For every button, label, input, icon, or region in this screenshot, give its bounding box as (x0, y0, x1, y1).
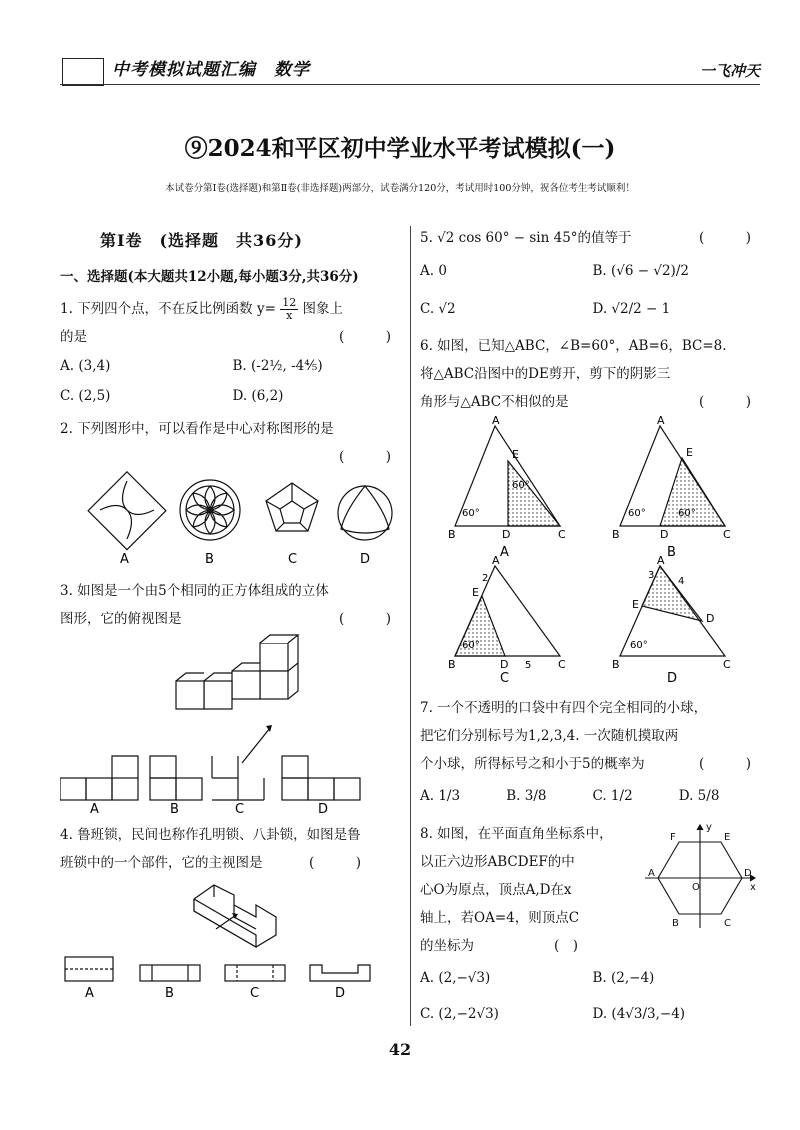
svg-text:D: D (744, 868, 752, 879)
q5-stem: 5. √2 cos 60° − sin 45°的值等于 (420, 230, 632, 246)
q1-option-a[interactable]: A. (3,4) (60, 358, 111, 374)
part-heading: 一、选择题(本大题共12小题,每小题3分,共36分) (60, 269, 359, 285)
question-6 (420, 332, 765, 690)
svg-text:B: B (672, 918, 679, 929)
answer-bracket[interactable]: ( ) (698, 230, 765, 246)
q5-option-d[interactable]: D. √2/2 − 1 (592, 301, 671, 317)
q2-label-d: D (360, 552, 371, 567)
answer-bracket[interactable]: ( ) (338, 611, 405, 627)
q3-label-d: D (318, 802, 329, 813)
q1-option-b[interactable]: B. (-2½, -4⅘) (232, 358, 323, 374)
q4-option-a (65, 957, 113, 981)
svg-text:C: C (723, 528, 731, 541)
q3-solid-figure (176, 635, 298, 709)
q3-view-arrow-icon (242, 728, 270, 763)
q3-figures (60, 633, 400, 813)
q7-stem-c: 个小球，所得标号之和小于5的概率为 (420, 756, 645, 772)
q8-option-c[interactable]: C. (2,−2√3) (420, 1006, 499, 1022)
header-divider (60, 84, 760, 85)
q3-label-c: C (235, 802, 245, 813)
q8-stem-c: 心O为原点，顶点A,D在x (420, 882, 572, 898)
svg-text:B: B (448, 658, 456, 671)
q3-label-a: A (90, 802, 99, 813)
q7-option-c[interactable]: C. 1/2 (592, 788, 633, 804)
q6-figure-b (612, 416, 731, 541)
q2-figure-c (266, 483, 318, 531)
q2-label-c: C (288, 552, 298, 567)
q4-stem-a: 4. 鲁班锁，民间也称作孔明锁、八卦锁，如图是鲁 (60, 827, 361, 843)
svg-text:A: A (492, 554, 500, 567)
svg-text:4: 4 (678, 576, 685, 587)
q6-figure-c (448, 554, 566, 671)
svg-text:E: E (724, 832, 731, 843)
svg-text:E: E (512, 448, 519, 461)
q2-label-a: A (120, 552, 129, 567)
q6-label-d: D (667, 671, 678, 686)
answer-bracket[interactable]: ( ) (338, 449, 405, 465)
svg-text:y: y (706, 822, 712, 833)
svg-text:D: D (500, 658, 509, 671)
q1-stem-b: 图象上 (302, 301, 343, 317)
q6-label-c: C (500, 671, 510, 686)
q1-option-d[interactable]: D. (6,2) (232, 388, 284, 404)
svg-text:60°: 60° (630, 640, 648, 651)
q5-option-a[interactable]: A. 0 (420, 263, 447, 279)
column-divider (410, 226, 411, 1026)
svg-text:A: A (492, 416, 500, 427)
q1-fraction (280, 297, 298, 322)
svg-text:B: B (448, 528, 456, 541)
question-1 (60, 295, 405, 411)
q4-option-d (310, 965, 370, 981)
q6-figure-d (612, 554, 731, 671)
question-3 (60, 577, 405, 817)
svg-text:D: D (706, 612, 715, 625)
q8-stem-e: 的坐标为 (420, 938, 474, 954)
svg-text:E: E (686, 446, 693, 459)
q1-option-c[interactable]: C. (2,5) (60, 388, 111, 404)
page-number: 42 (388, 1040, 412, 1059)
q6-stem-c: 角形与△ABC不相似的是 (420, 394, 569, 410)
svg-text:3: 3 (648, 570, 655, 581)
answer-bracket[interactable]: ( ) (338, 329, 405, 345)
header-title: 中考模拟试题汇编 数学 (112, 60, 310, 80)
header-brand: 一飞冲天 (699, 62, 760, 80)
q2-figures (60, 471, 400, 571)
q5-option-c[interactable]: C. √2 (420, 301, 456, 317)
q4-label-b: B (165, 986, 174, 997)
q3-option-d (282, 756, 360, 800)
q8-stem-a: 8. 如图，在平面直角坐标系中， (420, 826, 613, 842)
svg-text:F: F (670, 832, 676, 843)
q3-label-b: B (170, 802, 179, 813)
q8-hexagon-figure (640, 820, 760, 930)
q4-option-c (225, 965, 285, 981)
q8-stem-d: 轴上，若OA=4，则顶点C (420, 910, 580, 926)
question-4 (60, 821, 405, 1001)
exam-instructions: 本试卷分第Ⅰ卷(选择题)和第Ⅱ卷(非选择题)两部分，试卷满分120分，考试用时100分钟，祝各位考生考试顺利！ (165, 183, 635, 194)
q4-label-a: A (85, 986, 94, 997)
q4-option-b (140, 965, 200, 981)
svg-text:D: D (502, 528, 511, 541)
svg-text:C: C (723, 658, 731, 671)
header-logo-icon (62, 58, 104, 86)
svg-text:x: x (750, 882, 756, 893)
q4-label-c: C (250, 986, 260, 997)
q6-label-b: B (667, 545, 676, 560)
left-column (60, 228, 405, 1001)
svg-text:E: E (472, 586, 479, 599)
q1-frac-den: x (286, 309, 293, 322)
q7-option-b[interactable]: B. 3/8 (506, 788, 547, 804)
q7-option-a[interactable]: A. 1/3 (420, 788, 461, 804)
section-heading: 第Ⅰ卷 (选择题 共36分) (100, 231, 303, 250)
q2-label-b: B (205, 552, 214, 567)
q8-stem-b: 以正六边形ABCDEF的中 (420, 854, 575, 870)
svg-text:A: A (648, 868, 655, 879)
q1-stem-c: 的是 (60, 329, 87, 345)
q6-stem-b: 将△ABC沿图中的DE剪开，剪下的阴影三 (420, 366, 671, 382)
question-5 (420, 224, 765, 328)
q2-stem: 2. 下列图形中，可以看作是中心对称图形的是 (60, 421, 334, 437)
svg-text:D: D (660, 528, 669, 541)
svg-text:E: E (632, 598, 639, 611)
q8-option-d[interactable]: D. (4√3/3,−4) (592, 1006, 686, 1022)
svg-text:C: C (724, 918, 731, 929)
q1-frac-num: 12 (282, 296, 297, 309)
q3-option-b (150, 756, 202, 800)
question-7 (420, 694, 765, 814)
svg-text:60°: 60° (462, 640, 480, 651)
q8-option-b[interactable]: B. (2,−4) (592, 970, 655, 986)
q1-stem: 1. 下列四个点，不在反比例函数 y= (60, 301, 276, 317)
svg-text:O: O (692, 882, 700, 893)
q6-figures (420, 416, 765, 686)
q3-stem-a: 3. 如图是一个由5个相同的正方体组成的立体 (60, 583, 329, 599)
svg-text:C: C (558, 658, 566, 671)
question-2 (60, 415, 405, 575)
question-8 (420, 820, 765, 1032)
answer-bracket[interactable]: ( ) (698, 394, 765, 410)
page-title: ⑨2024和平区初中学业水平考试模拟(一) (184, 135, 616, 162)
answer-bracket[interactable]: ( ) (698, 756, 765, 772)
svg-text:B: B (612, 528, 620, 541)
svg-text:60°: 60° (462, 508, 480, 519)
q6-label-a: A (500, 545, 509, 560)
svg-text:B: B (612, 658, 620, 671)
svg-text:60°: 60° (678, 508, 696, 519)
answer-bracket[interactable]: ( ) (554, 938, 579, 954)
q7-option-d[interactable]: D. 5/8 (678, 788, 720, 804)
q3-option-a (60, 756, 138, 800)
q4-stem-b: 班锁中的一个部件，它的主视图是 (60, 855, 263, 871)
answer-bracket[interactable]: ( ) (308, 855, 375, 871)
q8-option-a[interactable]: A. (2,−√3) (420, 970, 491, 986)
right-column (420, 224, 765, 1032)
svg-text:2: 2 (482, 573, 489, 584)
q7-stem-b: 把它们分别标号为1,2,3,4. 一次随机摸取两 (420, 728, 679, 744)
svg-text:5: 5 (525, 660, 532, 671)
q6-figure-a (448, 416, 566, 541)
q4-figures (60, 877, 400, 997)
svg-text:60°: 60° (628, 508, 646, 519)
q6-stem-a: 6. 如图，已知△ABC，∠B=60°，AB=6，BC=8. (420, 338, 727, 354)
q3-option-c (212, 756, 264, 800)
q2-figure-b (180, 480, 240, 540)
q5-option-b[interactable]: B. (√6 − √2)/2 (592, 263, 689, 279)
q2-figure-a (88, 472, 166, 550)
q3-stem-b: 图形，它的俯视图是 (60, 611, 182, 627)
svg-text:A: A (657, 416, 665, 427)
svg-text:A: A (657, 554, 665, 567)
svg-text:60°: 60° (512, 480, 530, 491)
q4-label-d: D (335, 986, 346, 997)
q7-stem-a: 7. 一个不透明的口袋中有四个完全相同的小球， (420, 700, 708, 716)
q2-figure-d (338, 486, 392, 540)
svg-text:C: C (558, 528, 566, 541)
